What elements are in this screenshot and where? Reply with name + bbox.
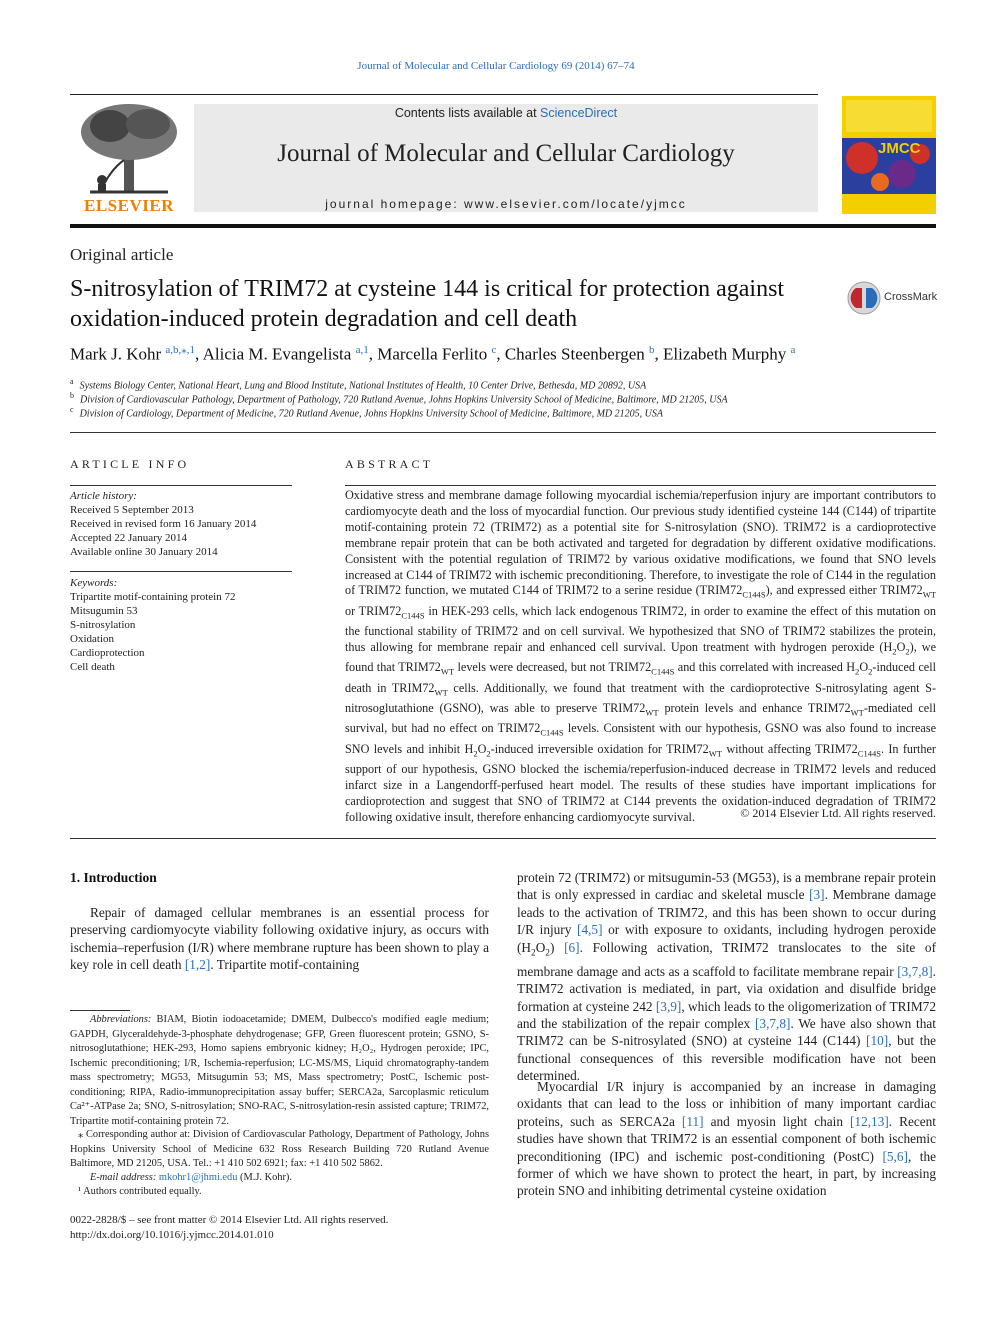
reference-link[interactable]: [5,6] xyxy=(882,1148,908,1164)
history-item: Received in revised form 16 January 2014 xyxy=(70,518,257,530)
affiliation-a: $^a$ Systems Biology Center, National Heart, Lung and Blood Institute, National Institutes of Health, 10 Center Drive, Bethesda, MD 20892, USA xyxy=(70,377,647,392)
email-link[interactable]: mkohr1@jhmi.edu xyxy=(158,1172,238,1183)
history-item: Accepted 22 January 2014 xyxy=(70,532,187,544)
copyright-line: © 2014 Elsevier Ltd. All rights reserved. xyxy=(740,806,936,820)
reference-link[interactable]: [3] xyxy=(809,887,825,903)
article-type: Original article xyxy=(70,245,174,264)
author-name[interactable]: Charles Steenbergen xyxy=(504,344,645,364)
crossmark-label: CrossMark xyxy=(884,291,938,303)
intro-right-paragraph-1: protein 72 (TRIM72) or mitsugumin-53 (MG53), is a membrane repair protein that is only expressed in cardiac and skeletal muscle [3]. Membrane damage leads to the activation of TRIM72, and this has been shown to occur during I/R injury [4,5] or with exposure to oxidants, including hydrogen peroxide $(H_2O_2)$ [6]. Following activation, TRIM72 translocates to the site of membrane damage and acts as a scaffold to facilitate membrane repair [3,7,8]. TRIM72 activation is mediated, in part, via oxidation and disulfide bridge formation at cysteine 242 [3,9], which leads to the oligomerization of TRIM72 and the stabilization of the repair complex [3,7,8]. We have also shown that TRIM72 can be S-nitrosylated (SNO) at cysteine 144 (C144) [10], but the functional consequences of this reversible modification have not been determined. xyxy=(517,870,937,1084)
author-name[interactable]: Elizabeth Murphy xyxy=(663,344,787,364)
history-item: Received 5 September 2013 xyxy=(70,504,194,516)
corresponding-author-footnote: ⁎ Corresponding author at: Division of Cardiovascular Pathology, Department of Pathology, Johns Hopkins University School of Medicine 632 Ross Research Building 720 Rutland Avenue Baltimore, MD 21205, USA. Tel.: +1 410 502 6921; fax: +1 410 502 5862. xyxy=(70,1129,489,1169)
keyword-item: Mitsugumin 53 xyxy=(70,605,138,617)
journal-name: Journal of Molecular and Cellular Cardiology xyxy=(277,140,735,167)
equal-contribution-footnote: ¹ Authors contributed equally. xyxy=(78,1186,202,1197)
header-thick-rule xyxy=(70,224,936,228)
cover-title: JMCC xyxy=(878,140,921,157)
author-name[interactable]: Mark J. Kohr xyxy=(70,344,162,364)
reference-link[interactable]: [10] xyxy=(866,1033,889,1049)
author-affiliation-marker[interactable]: b xyxy=(649,344,655,356)
journal-cover[interactable] xyxy=(842,96,936,214)
reference-link[interactable]: [3,7,8] xyxy=(897,963,933,979)
reference-link[interactable]: [12,13] xyxy=(850,1113,889,1129)
doi-link[interactable]: http://dx.doi.org/10.1016/j.yjmcc.2014.01.010 xyxy=(70,1229,274,1241)
keyword-item: Cardioprotection xyxy=(70,647,145,659)
journal-citation[interactable]: Journal of Molecular and Cellular Cardiology 69 (2014) 67–74 xyxy=(357,60,635,72)
section-divider xyxy=(70,838,936,839)
crossmark-badge[interactable] xyxy=(846,280,936,316)
author-list: Mark J. Kohr $^{a,b,⁎,1}$, Alicia M. Evangelista $^{a,1}$, Marcella Ferlito $^c$, Charles Steenbergen $^b$, Elizabeth Murphy $^a$ xyxy=(70,344,796,364)
abstract-text: Oxidative stress and membrane damage following myocardial ischemia/reperfusion injury are important contributors to cardiomyocyte death and the loss of myocardial function. Our previous study identified cysteine 144 (C144) of tripartite motif-containing protein 72 (TRIM72) as a potential site for S-nitrosylation (SNO). TRIM72 is a cardioprotective membrane repair protein that can be both activated and targeted for degradation by different oxidative modifications. Consistent with the potential regulation of TRIM72 by various oxidative modifications, we found that SNO levels increased at C144 of TRIM72 with ischemic preconditioning. Therefore, to investigate the role of C144 in the regulation of TRIM72 function, we mutated C144 of TRIM72 to a serine residue $(TRIM72_{C144S})$, and expressed either $TRIM72_{WT}$ or $TRIM72_{C144S}$ in HEK-293 cells, which lack endogenous TRIM72, in order to examine the effect of this mutation on the functional stability of TRIM72 and on cell survival. We hypothesized that SNO of TRIM72 stabilizes the protein, thus allowing for membrane repair and enhanced cell survival. Upon treatment with hydrogen peroxide $(H_2O_2)$, we found that $TRIM72_{WT}$ levels were decreased, but not $TRIM72_{C144S}$ and this correlated with increased $H_2O_2$-induced cell death in $TRIM72_{WT}$ cells. Additionally, we found that treatment with the cardioprotective S-nitrosylating agent S-nitrosoglutathione (GSNO), was able to preserve $TRIM72_{WT}$ protein levels and enhance $TRIM72_{WT}$-mediated cell survival, but had no effect on $TRIM72_{C144S}$ levels. Consistent with our hypothesis, GSNO was also found to increase SNO levels and inhibit $H_2O_2$-induced irreversible oxidation for $TRIM72_{WT}$ without affecting $TRIM72_{C144S}$. In further support of our hypothesis, GSNO blocked the ischemia/reperfusion-induced decrease in TRIM72 levels and reduced infarct size in a Langendorff-perfused heart model. The results of these studies have important implications for cardioprotection and suggest that SNO of TRIM72 at C144 prevents the oxidation-induced degradation of TRIM72 following oxidative insult, therefore enhancing cardiomyocyte survival. xyxy=(345,488,937,824)
section-divider xyxy=(70,432,936,433)
article-title: S-nitrosylation of TRIM72 at cysteine 144 is critical for protection against oxidation-induced protein degradation and cell death xyxy=(70,276,785,332)
history-item: Available online 30 January 2014 xyxy=(70,546,218,558)
reference-link[interactable]: [3,7,8] xyxy=(755,1015,791,1031)
intro-right-paragraph-2: Myocardial I/R injury is accompanied by an increase in damaging oxidants that can lead to the loss or inhibition of many important cardiac proteins, such as SERCA2a [11] and myosin light chain [12,13]. Recent studies have shown that TRIM72 is an essential component of both ischemic preconditioning (IPC) and ischemic post-conditioning (PostC) [5,6], the former of which we have shown to protect the heart, in part, by increasing protein SNO and inhibiting detrimental cysteine oxidation xyxy=(517,1079,936,1199)
keyword-item: S-nitrosylation xyxy=(70,619,136,631)
abstract-heading: ABSTRACT xyxy=(345,457,434,471)
author-affiliation-marker[interactable]: a,1 xyxy=(355,344,369,356)
sciencedirect-link[interactable]: ScienceDirect xyxy=(540,106,618,120)
issn-line: 0022-2828/$ – see front matter © 2014 Elsevier Ltd. All rights reserved. xyxy=(70,1214,389,1226)
article-info-heading: ARTICLE INFO xyxy=(70,457,190,471)
info-rule xyxy=(70,485,292,486)
header-rule xyxy=(70,94,818,95)
author-name[interactable]: Alicia M. Evangelista xyxy=(202,344,352,364)
affiliation-c: $^c$ Division of Cardiology, Department of Medicine, 720 Rutland Avenue, Johns Hopkins University School of Medicine, Baltimore, MD 21205, USA xyxy=(70,405,663,420)
journal-homepage: journal homepage: www.elsevier.com/locate/yjmcc xyxy=(325,197,687,211)
article-history: Article history: Received 5 September 2013 Received in revised form 16 January 2014 Accepted 22 January 2014 Available online 30 January 2014 xyxy=(70,489,292,559)
footnote-rule xyxy=(70,1010,130,1011)
email-footnote: E-mail address: mkohr1@jhmi.edu (M.J. Kohr). xyxy=(90,1172,292,1183)
keyword-item: Oxidation xyxy=(70,633,114,645)
reference-link[interactable]: [3,9] xyxy=(655,998,682,1014)
keyword-item: Cell death xyxy=(70,661,115,673)
keyword-item: Tripartite motif-containing protein 72 xyxy=(70,591,236,603)
crossmark-icon xyxy=(846,280,882,316)
abstract-rule xyxy=(345,485,936,486)
reference-link[interactable]: [1,2] xyxy=(184,957,211,973)
author-affiliation-marker[interactable]: a xyxy=(790,344,796,356)
affiliation-b: $^b$ Division of Cardiovascular Pathology, Department of Pathology, 720 Rutland Avenue, Johns Hopkins University School of Medicine, Baltimore, MD 21205, USA xyxy=(70,391,728,406)
reference-link[interactable]: [6] xyxy=(564,939,580,955)
intro-heading: 1. Introduction xyxy=(70,870,157,885)
author-affiliation-marker[interactable]: c xyxy=(491,344,497,356)
contents-line: Contents lists available at ScienceDirect xyxy=(394,106,618,120)
author-affiliation-marker[interactable]: a,b,⁎,1 xyxy=(165,344,196,356)
reference-link[interactable]: [11] xyxy=(681,1113,704,1129)
abbreviations-footnote: Abbreviations: BIAM, Biotin iodoacetamide; DMEM, Dulbecco's modified eagle medium; GAPDH, Glyceraldehyde-3-phosphate dehydrogenase; GFP, Green fluorescent protein; GSNO, S-nitrosoglutathione; HEK-293, Homo sapiens embryonic kidney; H₂O₂, Hydrogen peroxide; IPC, Ischemic preconditioning; I/R, Ischemia-reperfusion; LC-MS/MS, Liquid chromatography-tandem mass spectrometry; MG53, Mitsugumin 53; MS, Mass spectrometry; PostC, Ischemic post-conditioning; RIPA, Radio-immunoprecipitation assay buffer; SERCA2a, Sarcoplasmic reticulum Ca²⁺-ATPase 2a; SNO, S-nitrosylation; SNO-RAC, S-nitrosylation-resin assisted capture; TRIM72, Tripartite motif-containing protein 72. xyxy=(70,1014,489,1127)
info-rule xyxy=(70,571,292,572)
publisher-logo[interactable]: ELSEVIER xyxy=(84,196,174,215)
author-name[interactable]: Marcella Ferlito xyxy=(377,344,488,364)
keywords: Keywords: Tripartite motif-containing protein 72 Mitsugumin 53 S-nitrosylation Oxidation Cardioprotection Cell death xyxy=(70,576,292,674)
reference-link[interactable]: [4,5] xyxy=(577,922,603,938)
homepage-link[interactable]: www.elsevier.com/locate/yjmcc xyxy=(464,197,687,211)
intro-left-paragraph: Repair of damaged cellular membranes is an essential process for preserving cardiomyocyte viability following oxidative injury, as occurs with ischemia–reperfusion (I/R) where membrane rupture has been shown to play a key role in cell death [1,2]. Tripartite motif-containing xyxy=(70,905,489,973)
